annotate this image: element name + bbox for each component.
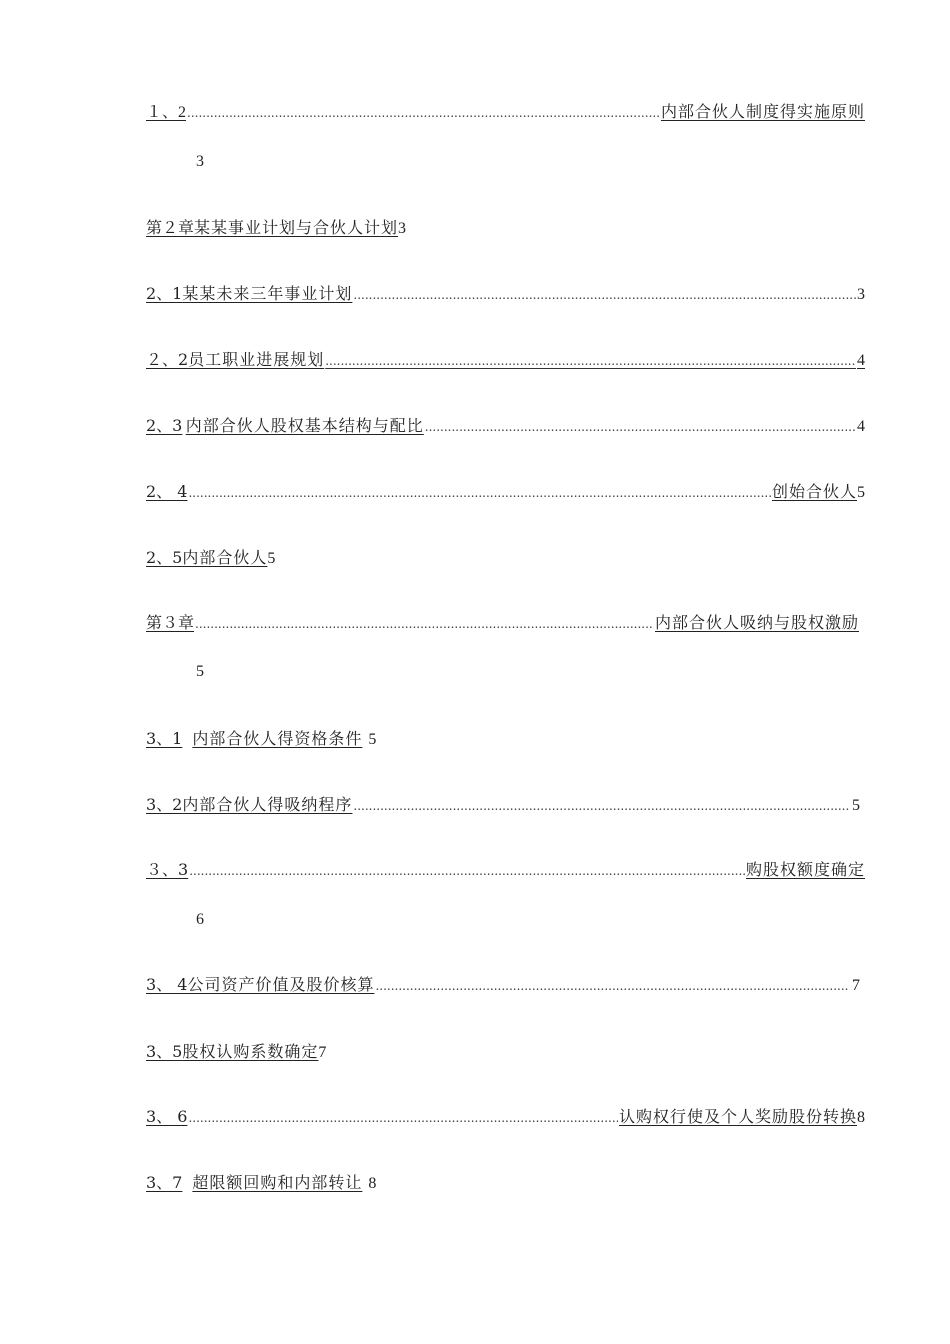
toc-title: 内部合伙人 bbox=[182, 548, 268, 567]
toc-entry-chapter-2[interactable] bbox=[146, 217, 865, 240]
toc-entry-chapter-3[interactable] bbox=[146, 612, 859, 635]
toc-page-number: 7 bbox=[318, 1044, 327, 1061]
toc-title: 员工职业进展规划 bbox=[188, 350, 325, 369]
toc-page-number: 8 bbox=[368, 1175, 377, 1192]
toc-entry-3-7[interactable] bbox=[146, 1172, 865, 1195]
toc-entry-3-3[interactable] bbox=[146, 859, 865, 882]
toc-entry-3-4[interactable] bbox=[146, 974, 860, 997]
toc-number: ２、2 bbox=[146, 350, 189, 369]
toc-entry-2-5[interactable] bbox=[146, 547, 865, 570]
toc-number: 3、7 bbox=[146, 1173, 183, 1192]
toc-page-number: 5 bbox=[196, 663, 204, 680]
toc-number: 3、 4 bbox=[146, 975, 188, 994]
toc-leader-dots bbox=[187, 102, 660, 124]
toc-title: 股权认购系数确定 bbox=[182, 1042, 319, 1061]
toc-leader-dots bbox=[353, 795, 848, 817]
toc-entry-1-2[interactable] bbox=[146, 101, 865, 124]
toc-leader-dots bbox=[375, 975, 848, 997]
toc-leader-dots bbox=[188, 482, 771, 504]
toc-title: 内部合伙人吸纳与股权激励 bbox=[654, 613, 859, 632]
toc-page-number: 8 bbox=[857, 1109, 865, 1126]
toc-page-number: 3 bbox=[398, 220, 407, 237]
toc-page-number: 3 bbox=[196, 153, 204, 170]
toc-entry-2-2[interactable] bbox=[146, 349, 865, 372]
toc-page-number: 3 bbox=[857, 286, 865, 303]
toc-title: 某某事业计划与合伙人计划 bbox=[194, 218, 399, 237]
toc-number: 3、 6 bbox=[146, 1107, 188, 1126]
toc-number: 第３章 bbox=[146, 613, 195, 632]
toc-number: 2、5 bbox=[146, 548, 183, 567]
toc-number: 2、 4 bbox=[146, 482, 188, 501]
toc-title: 购股权额度确定 bbox=[745, 860, 865, 879]
toc-number: 2、3 bbox=[146, 416, 183, 435]
toc-entry-2-3[interactable] bbox=[146, 415, 865, 438]
toc-title: 内部合伙人得资格条件 bbox=[192, 729, 363, 748]
toc-entry-2-1[interactable] bbox=[146, 283, 865, 306]
toc-leader-dots bbox=[325, 350, 856, 372]
toc-title: 创始合伙人 bbox=[771, 482, 857, 501]
toc-leader-dots bbox=[195, 613, 654, 635]
toc-leader-dots bbox=[188, 1107, 618, 1129]
toc-entry-3-2[interactable] bbox=[146, 794, 860, 817]
toc-title: 认购权行使及个人奖励股份转换 bbox=[618, 1107, 857, 1126]
toc-title: 内部合伙人制度得实施原则 bbox=[660, 102, 865, 121]
toc-entry-2-4[interactable] bbox=[146, 481, 865, 504]
toc-entry-3-5[interactable] bbox=[146, 1041, 865, 1064]
toc-number: ３、3 bbox=[146, 860, 189, 879]
toc-page-number: 6 bbox=[196, 911, 204, 928]
toc-number: 第２章 bbox=[146, 218, 195, 237]
toc-leader-dots bbox=[353, 284, 856, 306]
toc-page-number: 5 bbox=[852, 797, 860, 814]
toc-number: 2、1 bbox=[146, 284, 183, 303]
toc-number: 3、5 bbox=[146, 1042, 183, 1061]
toc-title: 内部合伙人得吸纳程序 bbox=[182, 795, 353, 814]
toc-page-number: 4 bbox=[857, 418, 865, 435]
toc-title: 公司资产价值及股价核算 bbox=[187, 975, 375, 994]
toc-title: 某某未来三年事业计划 bbox=[182, 284, 353, 303]
toc-number: １、2 bbox=[146, 104, 187, 121]
toc-page-number: 5 bbox=[368, 731, 377, 748]
toc-page-number: 7 bbox=[852, 977, 860, 994]
toc-page-number: 4 bbox=[857, 352, 865, 369]
toc-number: 3、1 bbox=[146, 729, 183, 748]
toc-number: 3、2 bbox=[146, 795, 183, 814]
toc-leader-dots bbox=[425, 416, 856, 438]
toc-title: 超限额回购和内部转让 bbox=[192, 1173, 363, 1192]
toc-leader-dots bbox=[189, 860, 745, 882]
toc-entry-3-1[interactable] bbox=[146, 728, 865, 751]
toc-entry-3-6[interactable] bbox=[146, 1106, 865, 1129]
toc-page-number: 5 bbox=[857, 484, 865, 501]
toc-title: 内部合伙人股权基本结构与配比 bbox=[185, 416, 424, 435]
toc-page-number: 5 bbox=[267, 550, 276, 567]
